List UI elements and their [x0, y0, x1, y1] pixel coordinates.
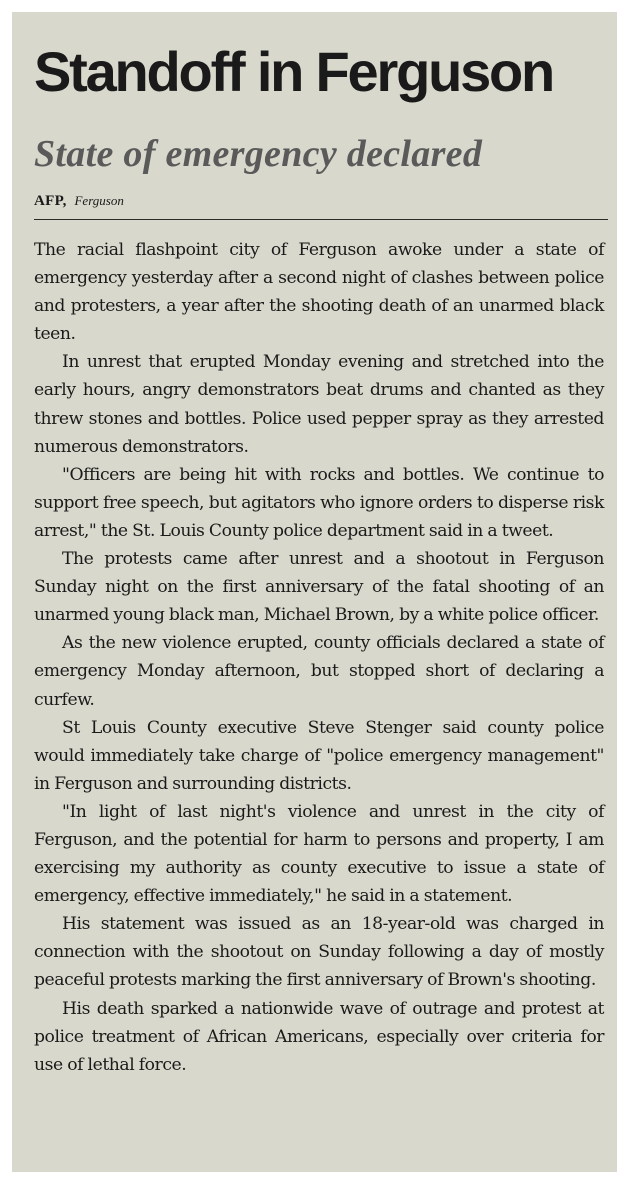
subheadline: State of emergency declared	[34, 133, 483, 175]
article-paragraph: St Louis County executive Steve Stenger said county police would immediately take charge of "police emergency management" in Ferguson and surrounding districts.	[34, 717, 604, 794]
article-paragraph: In unrest that erupted Monday evening and stretched into the early hours, angry demonstrators beat drums and chanted as they threw stones and bottles. Police used pepper spray as they arrested numerous demonstrators.	[34, 352, 604, 457]
byline-divider	[34, 219, 608, 220]
article-paragraph: "Officers are being hit with rocks and bottles. We continue to support free speech, but agitators who ignore orders to disperse risk arrest," the St. Louis County police department said in a tweet.	[34, 464, 604, 541]
byline-place: Ferguson	[74, 193, 124, 208]
article-paragraph: As the new violence erupted, county officials declared a state of emergency Monday afternoon, but stopped short of declaring a curfew.	[34, 633, 604, 710]
article-paragraph: The protests came after unrest and a shootout in Ferguson Sunday night on the first anniversary of the fatal shooting of an unarmed young black man, Michael Brown, by a white police officer.	[34, 549, 604, 626]
byline-agency: AFP,	[34, 193, 67, 209]
article-paragraph: "In light of last night's violence and unrest in the city of Ferguson, and the potential for harm to persons and property, I am exercising my authority as county executive to issue a state of emergency, effective immediately," he said in a statement.	[34, 801, 604, 907]
headline: Standoff in Ferguson	[34, 40, 554, 103]
article-paragraph: His statement was issued as an 18-year-old was charged in connection with the shootout on Sunday following a day of mostly peaceful protests marking the first anniversary of Brown's shooting.	[34, 914, 604, 991]
newspaper-clipping	[12, 12, 617, 1172]
byline	[34, 192, 124, 210]
article-paragraph: The racial flashpoint city of Ferguson awoke under a state of emergency yesterday after a second night of clashes between police and protesters, a year after the shooting death of an unarmed black teen.	[34, 240, 604, 345]
article-body	[34, 236, 604, 1079]
article-paragraph: His death sparked a nationwide wave of outrage and protest at police treatment of African Americans, especially over criteria for use of lethal force.	[34, 998, 604, 1075]
